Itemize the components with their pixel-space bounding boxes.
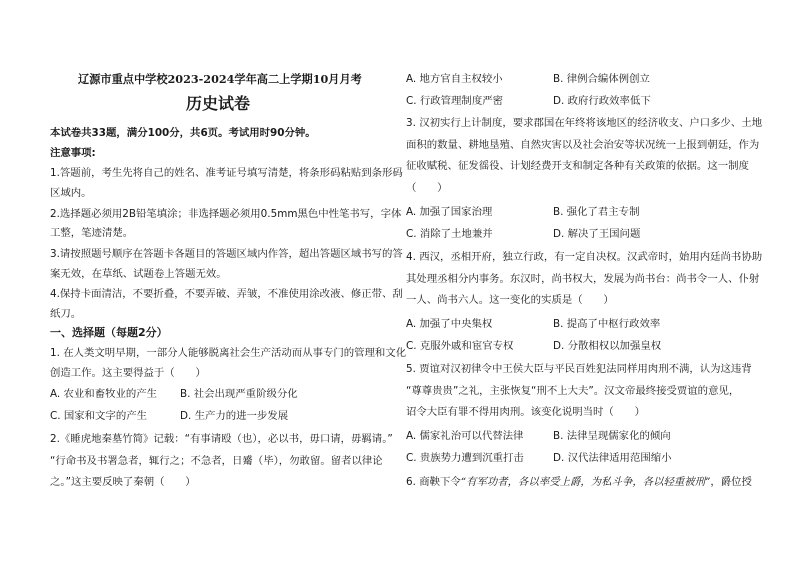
notes-heading: 注意事项: xyxy=(50,147,96,159)
q1-option-a: A. 农业和畜牧业的产生 xyxy=(50,388,158,400)
page-title: 历史试卷 xyxy=(186,94,251,113)
question-4-text: 其处理丞相分内事务。东汉时，尚书权大，发展为尚书台：尚书令一人、仆射 xyxy=(406,273,760,285)
section-heading: 一、选择题（每题2分） xyxy=(50,326,168,339)
q1-option-c: C. 国家和文字的产生 xyxy=(50,410,147,422)
q4-option-c: C. 克服外戚和宦官专权 xyxy=(406,340,514,352)
question-1-text: 1. 在人类文明早期，一部分人能够脱离社会生产活动而从事专门的管理和文化 xyxy=(50,347,407,359)
question-4-text: 4. 西汉，丞相开府，独立行政，有一定自决权。汉武帝时，始用内廷尚书协助 xyxy=(406,251,763,263)
note-line: 1.答题前，考生先将自己的姓名、准考证号填写清楚，将条形码粘贴到条形码 xyxy=(50,167,403,179)
question-2-text: “行命书及书署急者，辄行之；不急者，日觱（毕），勿敢留。留者以律论 xyxy=(50,455,383,467)
q2-option-c: C. 行政管理制度严密 xyxy=(406,95,503,107)
q5-option-d: D. 汉代法律适用范围缩小 xyxy=(553,452,672,464)
question-3-text: （ ） xyxy=(406,182,448,194)
question-6-text xyxy=(406,475,752,489)
note-line: 案无效，在草纸、试题卷上答题无效。 xyxy=(50,268,227,280)
q2-option-d: D. 政府行政效率低下 xyxy=(553,95,651,107)
question-3-text: 3. 汉初实行上计制度，要求郡国在年终将该地区的经济收支、户口多少、土地 xyxy=(406,117,763,129)
q6-prefix: 6. 商鞅下令 xyxy=(406,476,461,488)
exam-intro: 本试卷共33题，满分100分，共6页。考试用时90分钟。 xyxy=(50,127,316,139)
question-5-text: “尊尊贵贵”之礼，主张恢复“刑不上大夫”。汉文帝最终接受贾谊的意见， xyxy=(406,385,740,397)
note-line: 4.保持卡面清洁，不要折叠，不要弄破、弄皱，不准使用涂改液、修正带、刮 xyxy=(50,288,403,300)
q2-option-b: B. 律例合编体例创立 xyxy=(553,73,650,85)
question-2-text: 2.《睡虎地秦墓竹简》记载：“有事请殴（也），必以书，毋口请，毋羁请。” xyxy=(50,433,393,445)
q1-option-d: D. 生产力的进一步发展 xyxy=(180,410,289,422)
question-1-text: 创造工作。这主要得益于（ ） xyxy=(50,367,206,379)
q6-quote: “有军功者，各以率受上爵，为私斗争，各以轻重被刑” xyxy=(460,476,711,488)
note-line: 纸刀。 xyxy=(50,308,82,320)
q1-option-b: B. 社会出现严重阶级分化 xyxy=(180,388,298,400)
q3-option-d: D. 解决了王国问题 xyxy=(553,228,641,240)
q3-option-b: B. 强化了君主专制 xyxy=(553,206,640,218)
note-line: 工整，笔迹清楚。 xyxy=(50,227,134,239)
question-2-text: 之。”这主要反映了秦朝（ ） xyxy=(50,476,196,488)
q4-option-a: A. 加强了中央集权 xyxy=(406,318,493,330)
q4-option-d: D. 分散相权以加强皇权 xyxy=(553,340,662,352)
question-5-text: 5. 贾谊对汉初律令中王侯大臣与平民百姓犯法同样用肉刑不满，认为这违背 xyxy=(406,363,752,375)
question-3-text: 征收赋税、征发徭役、计划经费开支和制定各种有关政策的依据。这一制度 xyxy=(406,160,749,172)
q5-option-c: C. 贵族势力遭到沉重打击 xyxy=(406,452,524,464)
q3-option-c: C. 消除了土地兼并 xyxy=(406,228,493,240)
q3-option-a: A. 加强了国家治理 xyxy=(406,206,493,218)
q6-suffix: ，爵位授 xyxy=(710,476,752,488)
note-line: 区域内。 xyxy=(50,187,92,199)
question-5-text: 诏令大臣有罪不得用肉刑。该变化说明当时（ ） xyxy=(406,406,645,418)
q4-option-b: B. 提高了中枢行政效率 xyxy=(553,318,661,330)
q5-option-b: B. 法律呈现儒家化的倾向 xyxy=(553,430,671,442)
question-4-text: 一人、尚书六人。这一变化的实质是（ ） xyxy=(406,294,614,306)
question-3-text: 面积的数量、耕地垦殖、自然灾害以及社会治安等状况统一上报到朝廷，作为 xyxy=(406,139,760,151)
exam-header: 辽源市重点中学校2023-2024学年高二上学期10月月考 xyxy=(78,72,362,86)
note-line: 2.选择题必须用2B铅笔填涂；非选择题必须用0.5mm黑色中性笔书写，字体 xyxy=(50,208,402,220)
q5-option-a: A. 儒家礼治可以代替法律 xyxy=(406,430,524,442)
note-line: 3.请按照题号顺序在答题卡各题目的答题区域内作答，超出答题区域书写的答 xyxy=(50,248,403,260)
q2-option-a: A. 地方官自主权较小 xyxy=(406,73,503,85)
